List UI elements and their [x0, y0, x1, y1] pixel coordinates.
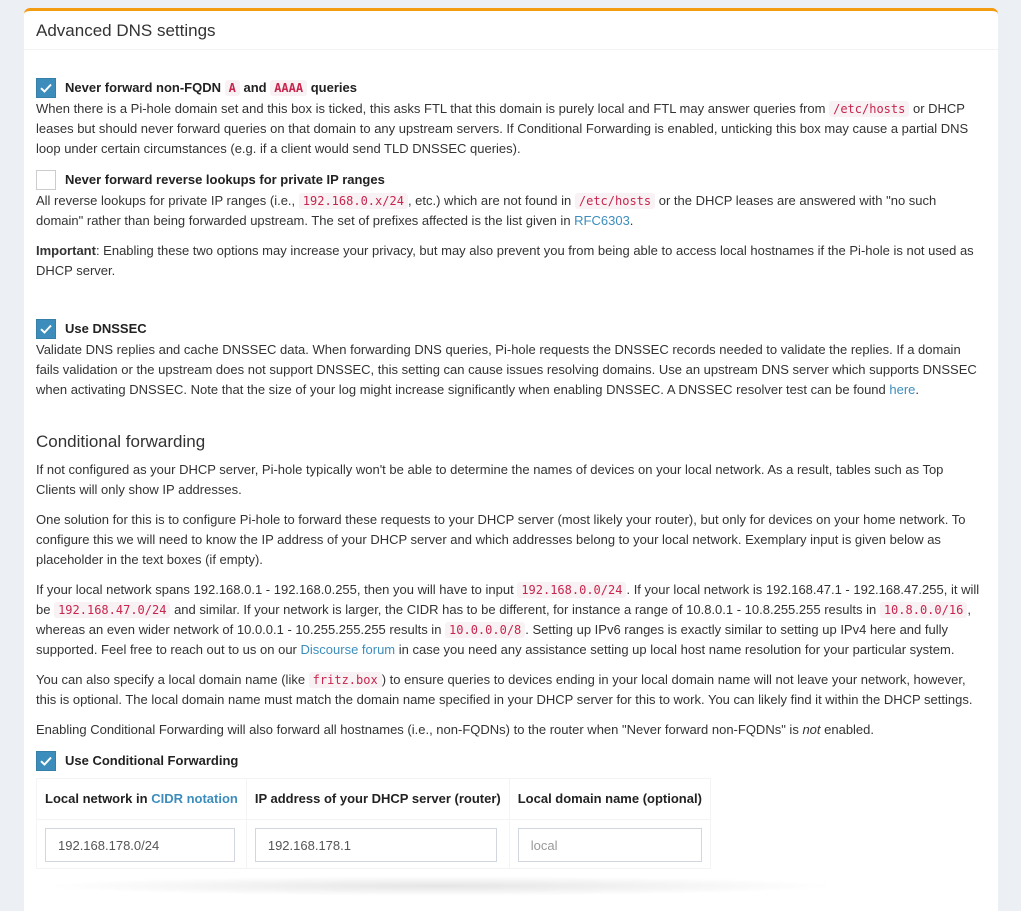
advanced-dns-settings-box [24, 8, 998, 911]
dnssec-description: Validate DNS replies and cache DNSSEC data. When forwarding DNS queries, Pi-hole requests the DNSSEC records needed to validate the replies. If a domain fails validation or the upstream does not support DNSSEC, this setting can cause issues resolving domains. Use an upstream DNS server which supports DNSSEC when activating DNSSEC. Note that the size of your log might increase significantly when enabling DNSSEC. A DNSSEC resolver test can be found here. [36, 342, 977, 397]
cell-domain [509, 820, 710, 869]
dnssec-label[interactable]: Use DNSSEC [65, 321, 147, 336]
box-header [24, 11, 998, 50]
conditional-forwarding-checkbox[interactable] [36, 751, 56, 771]
col-domain-name: Local domain name (optional) [509, 779, 710, 820]
important-note: Important: Enabling these two options may increase your privacy, but may also prevent you from being able to access local hostnames if the Pi-hole is not used as DHCP server. [36, 243, 974, 278]
dnssec-checkbox[interactable] [36, 319, 56, 339]
cell-network [37, 820, 247, 869]
col-local-network: Local network in CIDR notation [37, 779, 247, 820]
conditional-forwarding-label[interactable]: Use Conditional Forwarding [65, 753, 239, 768]
fqdn-description: When there is a Pi-hole domain set and this box is ticked, this asks FTL that this domain is purely local and FTL may answer queries from /etc/hosts or DHCP leases but should never forward queries on that domain to any upstream servers. If Conditional Forwarding is enabled, unticking this box may cause a partial DNS loop under certain circumstances (e.g. if a client would send TLD DNSSEC queries). [36, 101, 969, 156]
col-router-ip: IP address of your DHCP server (router) [246, 779, 509, 820]
dnssec-test-link[interactable]: here [889, 382, 916, 397]
fqdn-option [36, 77, 986, 99]
box-title: Advanced DNS settings [36, 21, 216, 40]
cidr-notation-link[interactable]: CIDR notation [151, 791, 238, 806]
local-network-input[interactable] [45, 828, 235, 862]
dnssec-option [36, 318, 986, 340]
discourse-forum-link[interactable]: Discourse forum [300, 642, 396, 657]
reverse-option [36, 169, 986, 191]
cf-paragraph-5: Enabling Conditional Forwarding will also forward all hostnames (i.e., non-FQDNs) to the router when "Never forward non-FQDNs" is not enabled. [36, 722, 875, 737]
conditional-forwarding-option [36, 750, 986, 772]
conditional-forwarding-table [36, 778, 711, 869]
cell-router [246, 820, 509, 869]
table-header-row [37, 779, 711, 820]
box-body [24, 50, 998, 869]
checkmark-icon [39, 81, 53, 95]
reverse-checkbox[interactable] [36, 170, 56, 190]
router-ip-input[interactable] [255, 828, 497, 862]
cf-paragraph-2: One solution for this is to configure Pi-hole to forward these requests to your DHCP server (most likely your router), but only for devices on your home network. To configure this we will need to know the IP address of your DHCP server and which addresses belong to your local network. Exemplary input is given below as placeholder in the text boxes (if empty). [36, 512, 966, 567]
footer-shadow [40, 876, 840, 896]
reverse-label[interactable]: Never forward reverse lookups for private IP ranges [65, 172, 385, 187]
rfc6303-link[interactable]: RFC6303 [574, 213, 630, 228]
cf-paragraph-4: You can also specify a local domain name (like fritz.box ) to ensure queries to devices ending in your local domain name will not leave your network, however, this is optional. The local domain name must match the domain name specified in your DHCP server for this to work. You can likely find it within the DHCP settings. [36, 672, 973, 707]
checkmark-icon [39, 322, 53, 336]
checkmark-icon [39, 754, 53, 768]
cf-paragraph-3: If your local network spans 192.168.0.1 - 192.168.0.255, then you will have to input 192.168.0.0/24 . If your local network is 192.168.47.1 - 192.168.47.255, it will be 192.168.47.0/24 and similar. If your network is larger, the CIDR has to be different, for instance a range of 10.8.0.1 - 10.8.255.255 results in 10.8.0.0/16 , whereas an even wider network of 10.0.0.1 - 10.255.255.255 results in 10.0.0.0/8 . Setting up IPv6 ranges is exactly similar to setting up IPv4 here and fully supported. Feel free to reach out to us on our Discourse forum in case you need any assistance setting up local host name resolution for your particular system. [36, 582, 980, 657]
code-aaaa: AAAA [270, 80, 307, 96]
fqdn-checkbox[interactable] [36, 78, 56, 98]
conditional-forwarding-title: Conditional forwarding [36, 432, 206, 451]
fqdn-label[interactable]: Never forward non-FQDN A and AAAA queries [65, 80, 357, 95]
code-a: A [225, 80, 240, 96]
local-domain-input[interactable] [518, 828, 702, 862]
cf-paragraph-1: If not configured as your DHCP server, Pi-hole typically won't be able to determine the names of devices on your local network. As a result, tables such as Top Clients will only show IP addresses. [36, 462, 944, 497]
reverse-description: All reverse lookups for private IP ranges (i.e., 192.168.0.x/24 , etc.) which are not found in /etc/hosts or the DHCP leases are answered with "no such domain" rather than being forwarded upstream. The set of prefixes affected is the list given in RFC6303. [36, 193, 937, 228]
table-row [37, 820, 711, 869]
